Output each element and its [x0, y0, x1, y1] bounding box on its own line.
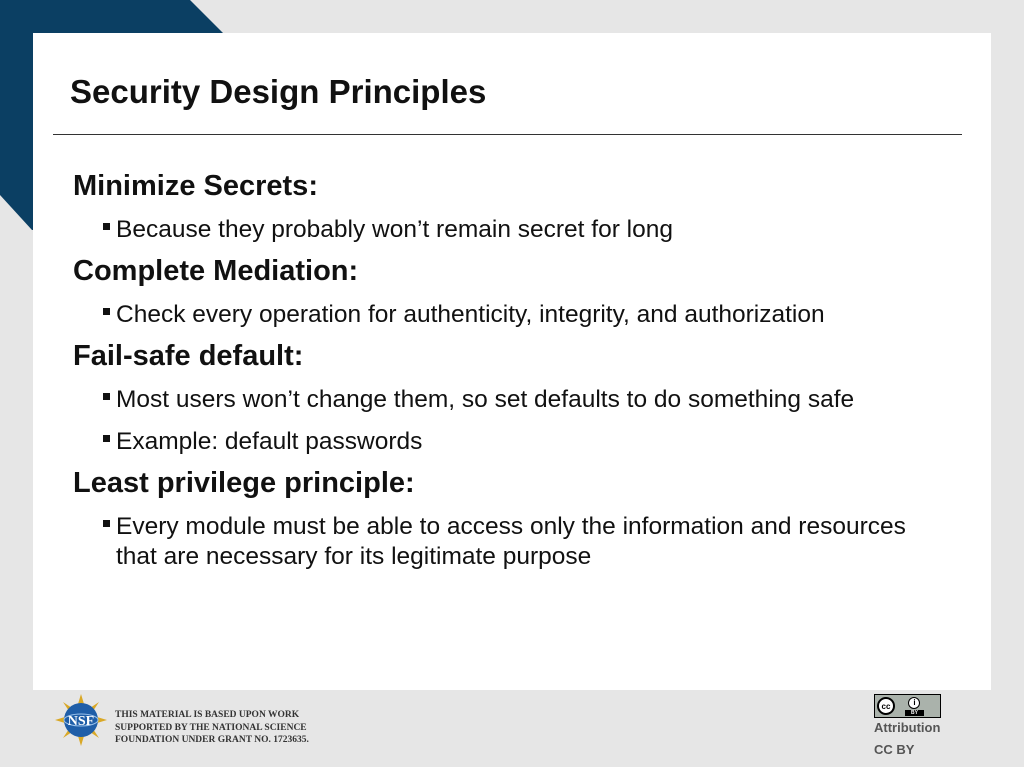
bullet-item: Check every operation for authenticity, integrity, and authorization [73, 300, 953, 330]
bullet-item: Most users won’t change them, so set defaults to do something safe [73, 385, 953, 415]
bullet-list [73, 385, 953, 457]
section-heading: Minimize Secrets: [73, 170, 318, 202]
slide [33, 33, 991, 690]
by-block [905, 697, 924, 716]
section-heading: Least privilege principle: [73, 467, 415, 499]
funding-line: SUPPORTED BY THE NATIONAL SCIENCE [115, 722, 307, 733]
nsf-logo [55, 694, 107, 746]
cc-license-badge[interactable] [874, 694, 941, 718]
bullet-item: Example: default passwords [73, 427, 953, 457]
bullet-list [73, 300, 953, 330]
bullet-item: Because they probably won’t remain secret for long [73, 215, 953, 245]
person-icon: i [908, 697, 920, 709]
section-heading: Fail-safe default: [73, 340, 304, 372]
by-label: BY [905, 710, 924, 716]
bullet-item: Every module must be able to access only the information and resources that are necessary for its legitimate purpose [73, 512, 953, 572]
funding-line: THIS MATERIAL IS BASED UPON WORK [115, 710, 300, 720]
slide-title: Security Design Principles [70, 73, 487, 110]
funding-line: FOUNDATION UNDER GRANT NO. 1723635. [115, 735, 309, 745]
nsf-logo-text: NSF [67, 714, 95, 729]
funding-statement [115, 709, 309, 747]
bullet-list [73, 512, 953, 572]
license-attribution: Attribution [874, 720, 941, 735]
bullet-list [73, 215, 953, 245]
slide-body [73, 170, 953, 572]
cc-icon: cc [877, 697, 895, 715]
section-heading: Complete Mediation: [73, 255, 359, 287]
license-code: CC BY [874, 742, 915, 757]
title-divider [53, 134, 962, 135]
